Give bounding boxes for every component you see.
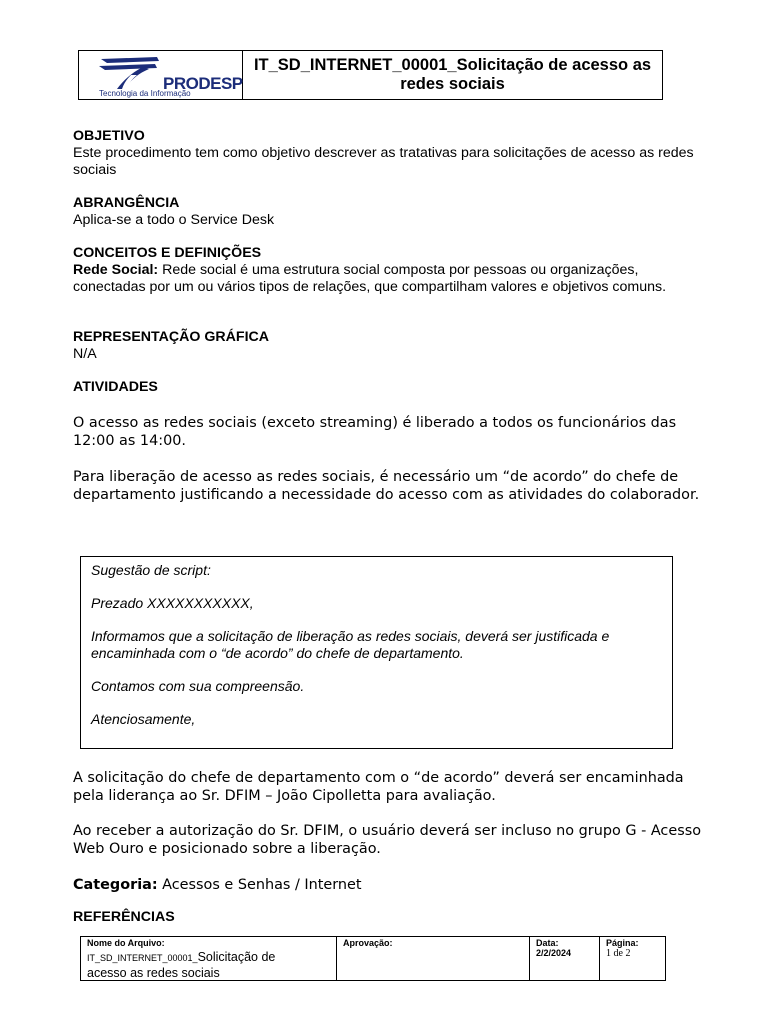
section-conceitos	[73, 245, 713, 296]
script-thanks: Contamos com sua compreensão.	[91, 678, 305, 694]
prodesp-logo	[79, 51, 243, 99]
footer-approval-cell	[337, 937, 530, 980]
term-rede-social: Rede Social:	[73, 262, 159, 278]
footer-date-label: Data:	[536, 938, 559, 948]
footer-page-value: 1 de 2	[606, 948, 631, 959]
logo-mark-icon	[97, 53, 167, 91]
text-abrangencia: Aplica-se a todo o Service Desk	[73, 212, 275, 228]
heading-abrangencia: ABRANGÊNCIA	[73, 195, 180, 211]
script-closing: Atenciosamente,	[91, 711, 196, 727]
text-conceitos	[73, 262, 713, 296]
section-atividades	[73, 379, 713, 396]
heading-referencias: REFERÊNCIAS	[73, 909, 175, 925]
script-title: Sugestão de script:	[91, 562, 211, 578]
paragraph-autorizacao: Ao receber a autorização do Sr. DFIM, o usuário deverá ser incluso no grupo G - Acesso Web Ouro e posicionado sobre a liberação.	[73, 823, 702, 857]
section-objetivo	[73, 128, 713, 179]
footer-file-prefix: IT_SD_INTERNET_00001_	[87, 953, 198, 963]
footer-approval-label: Aprovação:	[343, 938, 393, 948]
footer-file-cell	[81, 937, 337, 980]
heading-objetivo: OBJETIVO	[73, 128, 145, 144]
script-suggestion-box	[80, 556, 673, 749]
category-line	[73, 876, 713, 894]
paragraph-liberacao: Para liberação de acesso as redes sociais, é necessário um “de acordo” do chefe de departamento justificando a necessidade do acesso com as atividades do colaborador.	[73, 469, 700, 503]
paragraph-acesso: O acesso as redes sociais (exceto streaming) é liberado a todos os funcionários das 12:00 as 14:00.	[73, 415, 677, 449]
section-referencias	[73, 909, 713, 926]
text-representacao: N/A	[73, 346, 97, 362]
category-value: Acessos e Senhas / Internet	[157, 877, 362, 893]
document-header	[78, 50, 663, 100]
definition-rede-social: Rede social é uma estrutura social composta por pessoas ou organizações, conectadas por um ou vários tipos de relações, que compartilham valores e objetivos comuns.	[73, 262, 667, 295]
text-objetivo: Este procedimento tem como objetivo descrever as tratativas para solicitações de acesso as redes sociais	[73, 145, 694, 178]
heading-representacao: REPRESENTAÇÃO GRÁFICA	[73, 329, 270, 345]
footer-file-line2: acesso as redes sociais	[87, 966, 220, 980]
footer-page-label: Página:	[606, 938, 639, 948]
document-footer	[80, 936, 666, 981]
section-representacao	[73, 329, 713, 363]
footer-date-value: 2/2/2024	[536, 948, 572, 958]
document-title: IT_SD_INTERNET_00001_Solicitação de acesso as redes sociais	[253, 56, 652, 93]
footer-file-suffix: Solicitação de	[197, 950, 276, 964]
footer-page-cell	[600, 937, 665, 980]
logo-tagline: Tecnologia da Informação	[99, 89, 191, 98]
footer-file-label: Nome do Arquivo:	[87, 938, 165, 948]
heading-conceitos: CONCEITOS E DEFINIÇÕES	[73, 245, 262, 261]
heading-atividades: ATIVIDADES	[73, 379, 158, 395]
logo-wordmark: PRODESP	[163, 74, 243, 93]
category-label: Categoria:	[73, 877, 158, 893]
script-greeting: Prezado XXXXXXXXXXX,	[91, 595, 254, 611]
section-abrangencia	[73, 195, 713, 229]
footer-date-cell	[530, 937, 600, 980]
script-body: Informamos que a solicitação de liberação as redes sociais, deverá ser justificada e encaminhada com o “de acordo” do chefe de departamento.	[91, 628, 610, 661]
paragraph-encaminhamento: A solicitação do chefe de departamento com o “de acordo” deverá ser encaminhada pela liderança ao Sr. DFIM – João Cipolletta para avaliação.	[73, 770, 684, 804]
